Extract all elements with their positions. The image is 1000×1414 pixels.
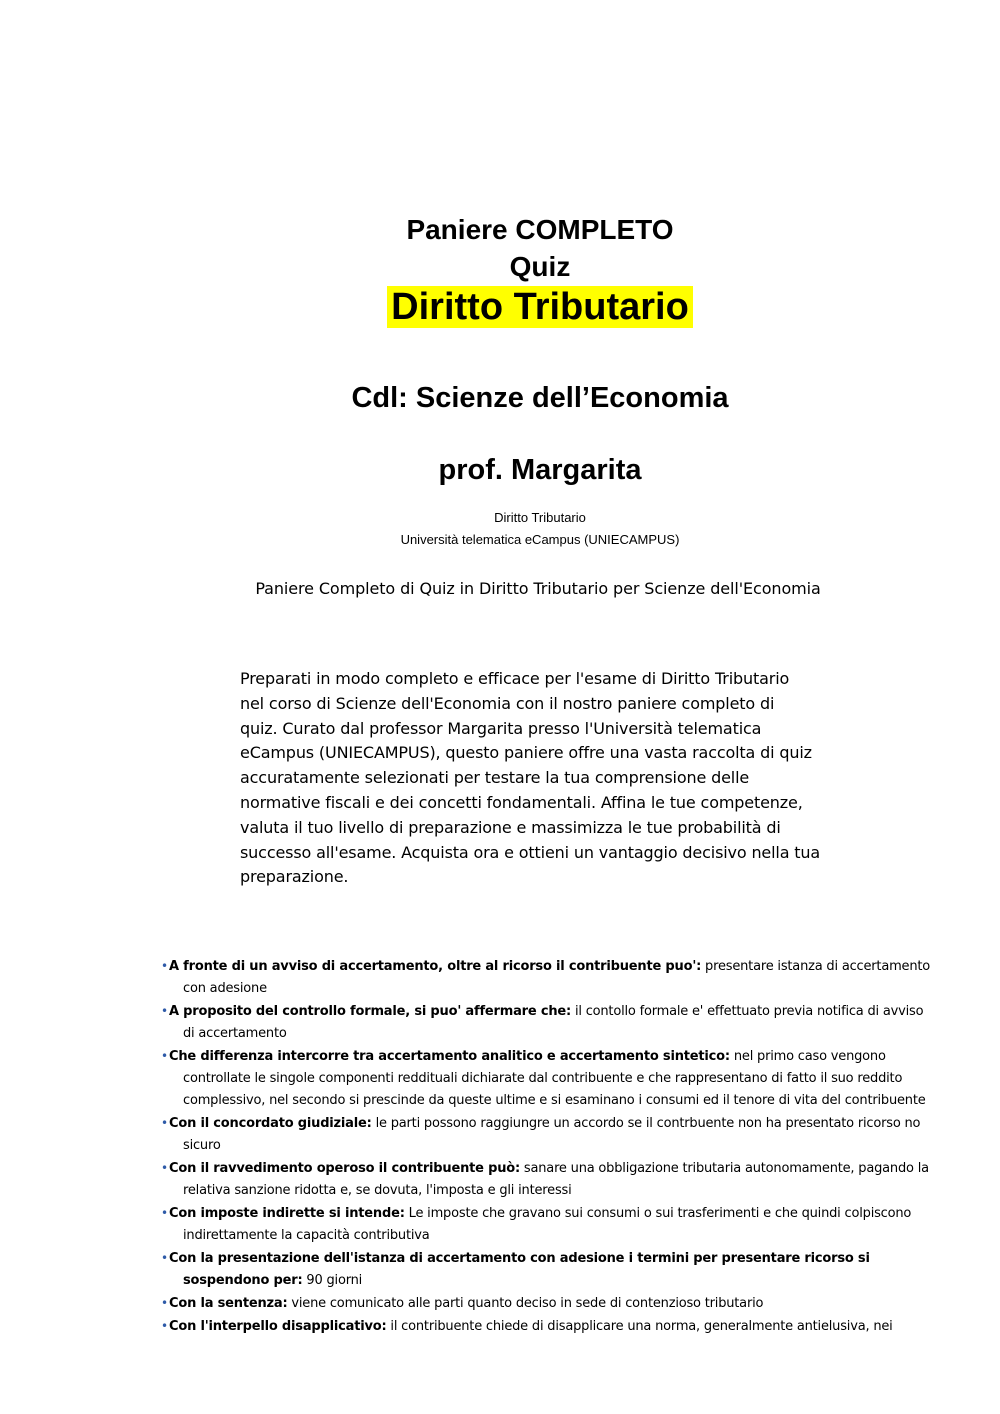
bullet-icon: • xyxy=(161,1296,168,1310)
quiz-item xyxy=(153,955,933,1000)
quiz-question: Con la presentazione dell'istanza di accertamento con adesione i termini per presentare ricorso si sospendono per: xyxy=(169,1251,870,1288)
bullet-icon: • xyxy=(161,1206,168,1220)
highlighted-title: Diritto Tributario xyxy=(387,286,693,328)
bullet-icon: • xyxy=(161,1161,168,1175)
course-name: Cdl: Scienze dell’Economia xyxy=(351,382,729,414)
quiz-question: Che differenza intercorre tra accertamento analitico e accertamento sintetico: xyxy=(169,1049,730,1064)
quiz-question: A fronte di un avviso di accertamento, oltre al ricorso il contribuente puo': xyxy=(169,959,702,974)
bullet-icon: • xyxy=(161,1004,168,1018)
university-caption: Università telematica eCampus (UNIECAMPUS) xyxy=(400,532,680,547)
quiz-question: Con la sentenza: xyxy=(169,1296,288,1311)
quiz-item xyxy=(153,1315,933,1338)
heading-quiz: Quiz xyxy=(509,251,571,282)
quiz-answer: 90 giorni xyxy=(306,1273,363,1288)
bullet-icon: • xyxy=(161,1319,168,1333)
quiz-answer: il contollo formale e' effettuato previa notifica di avviso di accertamento xyxy=(183,1004,924,1041)
title-diritto-tributario xyxy=(0,284,1000,330)
bullet-icon: • xyxy=(161,1116,168,1130)
quiz-item xyxy=(153,1202,933,1247)
quiz-question: Con l'interpello disapplicativo: xyxy=(169,1319,387,1334)
intro-paragraph: Preparati in modo completo e efficace per l'esame di Diritto Tributario nel corso di Scienze dell'Economia con il nostro paniere completo di quiz. Curato dal professor Margarita presso l'Università telematica eCampus (UNIECAMPUS), questo paniere offre una vasta raccolta di quiz accuratamente selezionati per testare la tua comprensione delle normative fiscali e dei concetti fondamentali. Affina le tue competenze, valuta il tuo livello di preparazione e massimizza le tue probabilità di successo all'esame. Acquista ora e ottieni un vantaggio decisivo nella tua preparazione. xyxy=(240,669,821,887)
document-subtitle: Paniere Completo di Quiz in Diritto Tributario per Scienze dell'Economia xyxy=(255,579,821,598)
quiz-answer: presentare istanza di accertamento con adesione xyxy=(183,959,931,996)
quiz-question: A proposito del controllo formale, si puo' affermare che: xyxy=(169,1004,571,1019)
quiz-item xyxy=(153,1000,933,1045)
quiz-question: Con il concordato giudiziale: xyxy=(169,1116,372,1131)
quiz-answer: nel primo caso vengono controllate le singole componenti reddituali dichiarate dal contribuente e che rappresentano di fatto il suo reddito complessivo, nel secondo si prescinde da queste ultime e si esaminano i consumi ed il tenore di vita del contribuente xyxy=(183,1049,926,1108)
quiz-list xyxy=(153,955,933,1338)
subject-caption: Diritto Tributario xyxy=(494,510,586,525)
bullet-icon: • xyxy=(161,1049,168,1063)
professor-name: prof. Margarita xyxy=(438,454,642,486)
quiz-item xyxy=(153,1112,933,1157)
quiz-answer: sanare una obbligazione tributaria autonomamente, pagando la relativa sanzione ridotta e, se dovuta, l'imposta e gli interessi xyxy=(183,1161,929,1198)
quiz-question: Con imposte indirette si intende: xyxy=(169,1206,405,1221)
quiz-item xyxy=(153,1045,933,1112)
quiz-item xyxy=(153,1247,933,1292)
quiz-answer: viene comunicato alle parti quanto deciso in sede di contenzioso tributario xyxy=(291,1296,764,1311)
quiz-answer: il contribuente chiede di disapplicare una norma, generalmente antielusiva, nei xyxy=(390,1319,893,1334)
quiz-answer: le parti possono raggiungre un accordo se il contrbuente non ha presentato ricorso no sicuro xyxy=(183,1116,921,1153)
quiz-answer: Le imposte che gravano sui consumi o sui trasferimenti e che quindi colpiscono indirettamente la capacità contributiva xyxy=(183,1206,912,1243)
bullet-icon: • xyxy=(161,959,168,973)
quiz-item xyxy=(153,1157,933,1202)
bullet-icon: • xyxy=(161,1251,168,1265)
heading-paniere-completo: Paniere COMPLETO xyxy=(406,214,674,245)
quiz-item xyxy=(153,1292,933,1315)
quiz-question: Con il ravvedimento operoso il contribuente può: xyxy=(169,1161,520,1176)
